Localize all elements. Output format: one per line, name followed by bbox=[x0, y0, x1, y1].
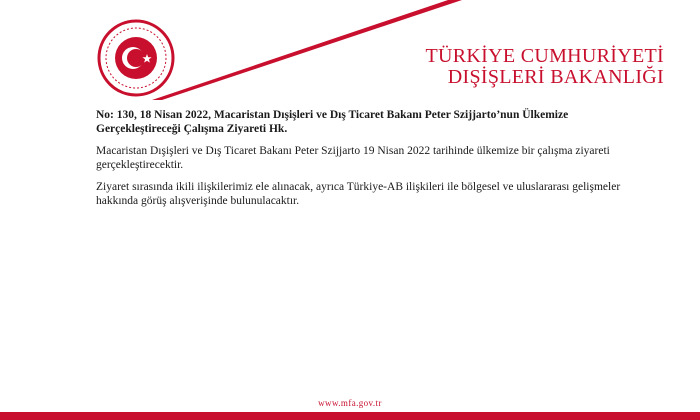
paragraph: Ziyaret sırasında ikili ilişkilerimiz ele alınacak, ayrıca Türkiye-AB ilişkileri ile bölgesel ve uluslararası gelişmeler hakkında görüş alışverişinde bulunulacaktır. bbox=[96, 181, 621, 207]
ministry-title-line2: DIŞİŞLERİ BAKANLIĞI bbox=[447, 66, 664, 88]
footer-website-link[interactable]: www.mfa.gov.tr bbox=[318, 398, 382, 408]
footer-red-bar bbox=[0, 412, 700, 420]
press-release-body bbox=[96, 108, 626, 216]
ministry-title-line1: TÜRKİYE CUMHURİYETİ bbox=[425, 45, 664, 67]
ministry-title bbox=[426, 46, 664, 88]
press-release-heading: No: 130, 18 Nisan 2022, Macaristan Dışişleri ve Dış Ticaret Bakanı Peter Szijjarto’nun Ülkemize Gerçekleştireceği Çalışma Ziyareti Hk. bbox=[96, 109, 569, 135]
paragraph: Macaristan Dışişleri ve Dış Ticaret Bakanı Peter Szijjarto 19 Nisan 2022 tarihinde ülkemize bir çalışma ziyareti gerçekleştirecektir. bbox=[96, 145, 610, 171]
ministry-seal-icon bbox=[96, 18, 176, 98]
